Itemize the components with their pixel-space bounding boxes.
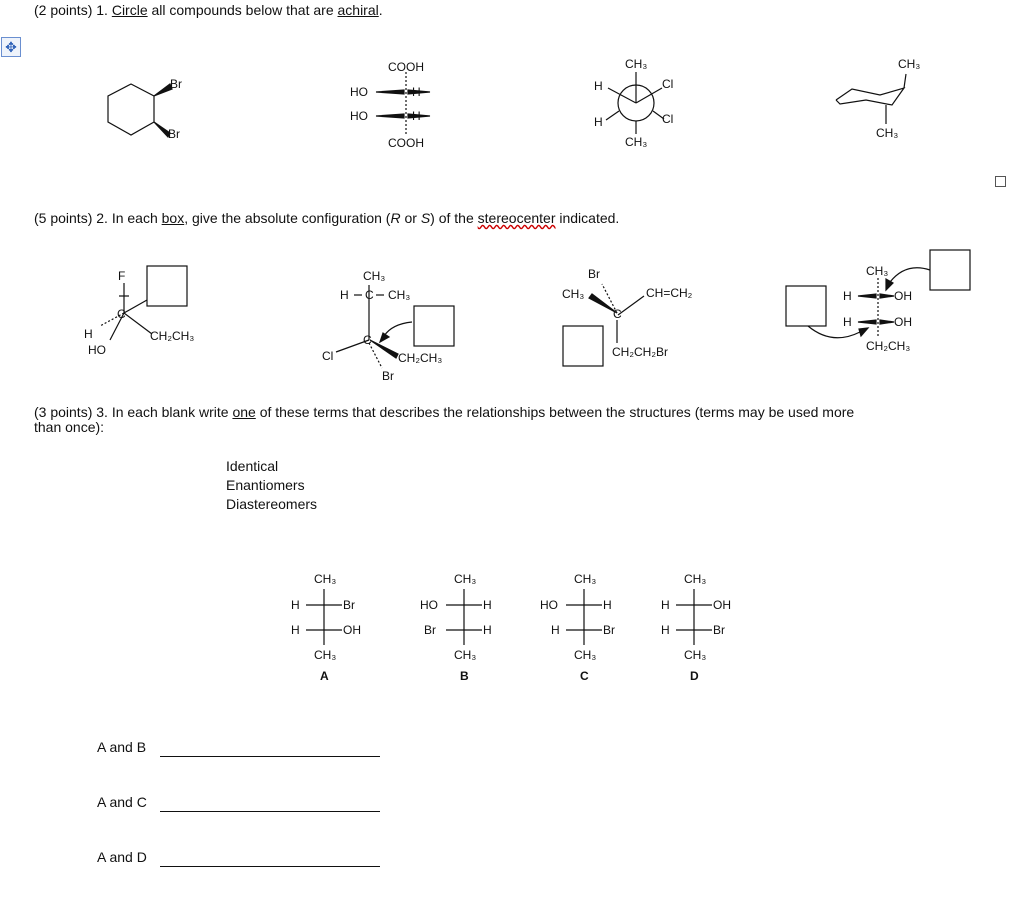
label-h: H <box>84 327 93 341</box>
fischer-d-r2l: H <box>661 623 670 637</box>
fischer-a-r2r: OH <box>343 623 361 637</box>
label-ch3: CH₃ <box>574 572 597 586</box>
q1-mol-2 <box>376 72 430 135</box>
q3-text-line1: (3 points) 3. In each blank write one of these terms that describes the relationships between the structures (terms may be used more <box>34 404 855 420</box>
answer-label-ad: A and D <box>97 849 147 865</box>
label-ch3: CH₃ <box>314 648 337 662</box>
label-ch3: CH₃ <box>562 287 585 301</box>
label-ho: HO <box>88 343 106 357</box>
label-ch3: CH₃ <box>866 264 889 278</box>
label-cl: Cl <box>662 112 674 126</box>
label-c: C <box>365 288 374 302</box>
label-h: H <box>412 109 421 123</box>
label-ch3: CH₃ <box>363 269 386 283</box>
q2-mol-1 <box>100 283 152 340</box>
fischer-b-r1l: HO <box>420 598 438 612</box>
label-ch2ch2br: CH₂CH₂Br <box>612 345 668 359</box>
label-h: H <box>594 79 603 93</box>
fischer-c-r1r: H <box>603 598 612 612</box>
q1-mol-3 <box>606 72 664 134</box>
label-ch3: CH₃ <box>898 57 921 71</box>
fischer-a-r2l: H <box>291 623 300 637</box>
label-ch2ch3: CH₂CH₃ <box>866 339 911 353</box>
label-ch3: CH₃ <box>388 288 411 302</box>
label-br: Br <box>382 369 394 383</box>
fischer-a-r1l: H <box>291 598 300 612</box>
label-cooh: COOH <box>388 60 424 74</box>
label-h: H <box>843 289 852 303</box>
label-ch3: CH₃ <box>684 572 707 586</box>
answer-label-ab: A and B <box>97 739 147 755</box>
label-ch3: CH₃ <box>684 648 707 662</box>
q1-key: achiral <box>337 2 379 18</box>
fischer-c-r1l: HO <box>540 598 558 612</box>
term-diastereomers: Diastereomers <box>226 496 318 512</box>
label-ch-ch2: CH=CH₂ <box>646 286 693 300</box>
label-ch2ch3: CH₂CH₃ <box>150 329 195 343</box>
fischer-d-r2r: Br <box>713 623 725 637</box>
label-h: H <box>412 85 421 99</box>
label-c: C <box>613 307 622 321</box>
q2-text: (5 points) 2. In each box, give the absolute configuration (R or S) of the stereocenter indicated. <box>34 210 620 226</box>
label-c: C <box>117 307 126 321</box>
q2-answer-box-2 <box>414 306 454 346</box>
q1-text: (2 points) 1. Circle all compounds below that are achiral. <box>34 2 383 18</box>
fischer-label-d: D <box>690 669 699 683</box>
term-enantiomers: Enantiomers <box>226 477 305 493</box>
label-cl: Cl <box>662 77 674 91</box>
fischer-b-r2l: Br <box>424 623 436 637</box>
q2-answer-box-5 <box>930 250 970 290</box>
term-identical: Identical <box>226 458 279 474</box>
label-cooh: COOH <box>388 136 424 150</box>
label-ho: HO <box>350 85 368 99</box>
label-ch2ch3: CH₂CH₃ <box>398 351 443 365</box>
label-br: Br <box>170 77 182 91</box>
fischer-d-r1l: H <box>661 598 670 612</box>
label-ch3: CH₃ <box>625 135 648 149</box>
fischer-label-c: C <box>580 669 589 683</box>
label-cl: Cl <box>322 349 334 363</box>
label-ch3: CH₃ <box>876 126 899 140</box>
q1-verb: Circle <box>111 2 148 18</box>
label-ch3: CH₃ <box>314 572 337 586</box>
fischer-label-a: A <box>320 669 329 683</box>
fischer-label-b: B <box>460 669 469 683</box>
q2-answer-box-3 <box>563 326 603 366</box>
atom-labels <box>84 57 920 683</box>
q1-mol-1 <box>108 84 172 137</box>
label-br: Br <box>168 127 180 141</box>
q2-answer-box-1 <box>147 266 187 306</box>
fischer-a-r1r: Br <box>343 598 355 612</box>
q1-mol-4 <box>836 74 906 124</box>
label-h: H <box>843 315 852 329</box>
fischer-c-r2r: Br <box>603 623 615 637</box>
fischer-c-r2l: H <box>551 623 560 637</box>
label-ho: HO <box>350 109 368 123</box>
label-ch3: CH₃ <box>454 572 477 586</box>
label-h: H <box>594 115 603 129</box>
q2-answer-box-4 <box>786 286 826 326</box>
label-oh: OH <box>894 315 912 329</box>
fischer-b-r2r: H <box>483 623 492 637</box>
label-ch3: CH₃ <box>574 648 597 662</box>
answer-label-ac: A and C <box>97 794 147 810</box>
move-handle-icon[interactable]: ✥ <box>1 37 21 57</box>
fischer-lines <box>306 589 712 645</box>
fischer-b-r1r: H <box>483 598 492 612</box>
label-oh: OH <box>894 289 912 303</box>
label-ch3: CH₃ <box>625 57 648 71</box>
label-ch3: CH₃ <box>454 648 477 662</box>
label-h: H <box>340 288 349 302</box>
q3-text-line2: than once): <box>34 419 105 435</box>
label-br: Br <box>588 267 600 281</box>
label-f: F <box>118 269 126 283</box>
label-c: C <box>363 333 372 347</box>
fischer-d-r1r: OH <box>713 598 731 612</box>
